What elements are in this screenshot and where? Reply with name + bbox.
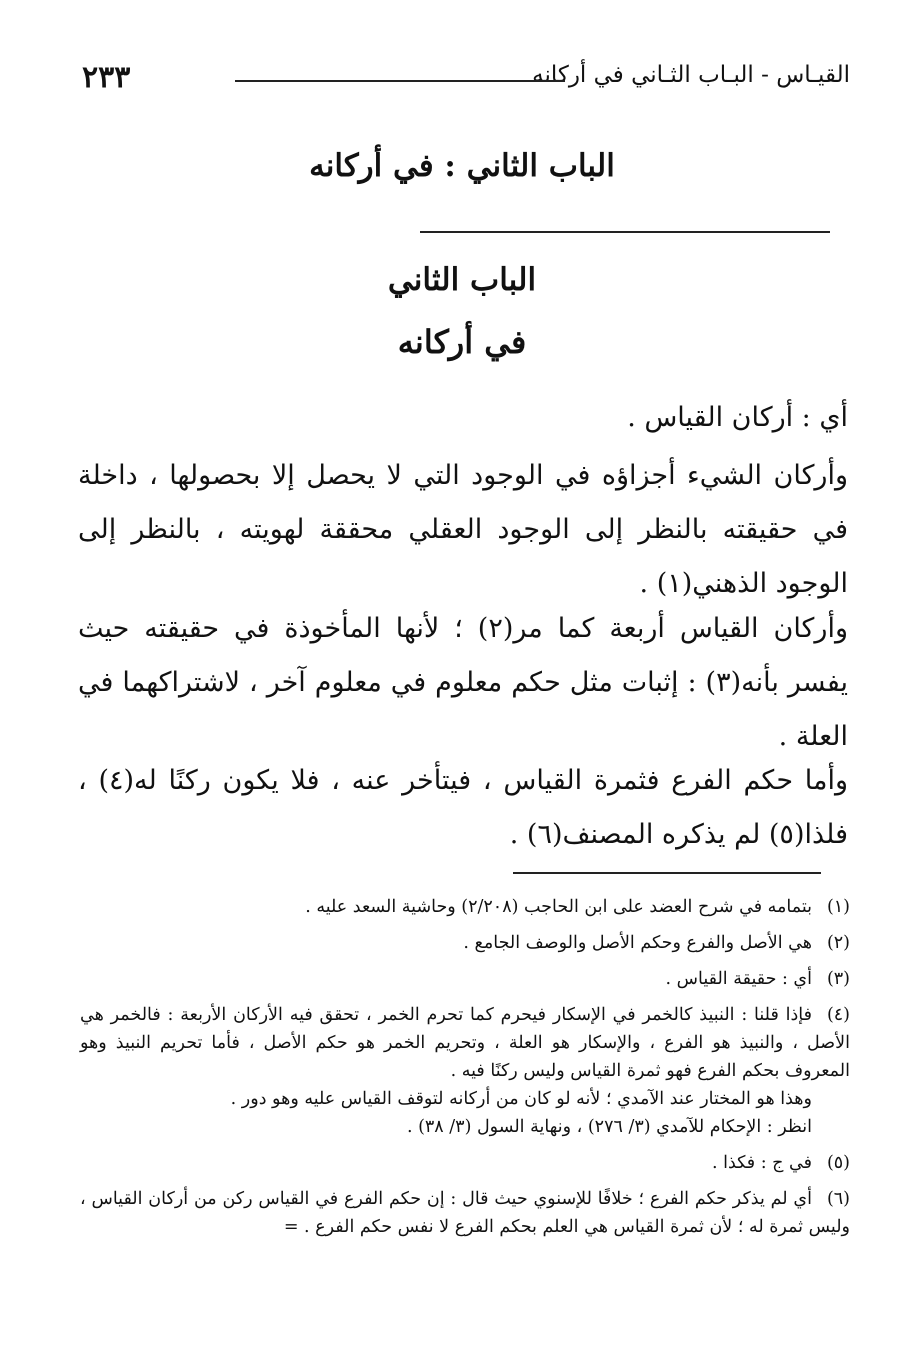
running-header xyxy=(70,62,850,102)
footnote-text: أي لم يذكر حكم الفرع ؛ خلافًا للإسنوي حيث قال : إن حكم الفرع في القياس ركن من أركان القياس ، وليس ثمرة له ؛ لأن ثمرة القياس هي العلم بحكم الفرع لا نفس حكم الفرع . = xyxy=(80,1189,850,1237)
chapter-rule xyxy=(420,231,830,233)
footnote xyxy=(80,1185,850,1241)
footnote-separator xyxy=(513,872,821,874)
footnote-continuation: وهذا هو المختار عند الآمدي ؛ لأنه لو كان من أركانه لتوقف القياس عليه وهو دور . xyxy=(230,1089,812,1109)
section-title-line1: الباب الثاني xyxy=(387,262,537,298)
footnote xyxy=(80,893,850,921)
body-paragraph: وأما حكم الفرع فثمرة القياس ، فيتأخر عنه ، فلا يكون ركنًا له(٤) ، فلذا(٥) لم يذكره المصنف(٦) . xyxy=(78,765,848,850)
footnote-text: أي : حقيقة القياس . xyxy=(665,969,812,989)
running-head-title: القيـاس - البـاب الثـاني في أركانه xyxy=(532,62,850,88)
footnote xyxy=(80,1149,850,1177)
section-title-line2: في أركانه xyxy=(397,323,527,361)
footnote xyxy=(80,1001,850,1141)
header-rule xyxy=(235,80,565,82)
footnote-number: (١) xyxy=(826,897,850,917)
footnote-text: بتمامه في شرح العضد على ابن الحاجب (٢/٢٠٨) وحاشية السعد عليه . xyxy=(305,897,812,917)
footnote-number: (٥) xyxy=(826,1153,850,1173)
footnote-text: في ج : فكذا . xyxy=(711,1153,812,1173)
body-paragraph: وأركان القياس أربعة كما مر(٢) ؛ لأنها المأخوذة في حقيقته حيث يفسر بأنه(٣) : إثبات مثل حكم معلوم في معلوم آخر ، لاشتراكهما في العلة . xyxy=(78,613,848,752)
body-paragraph: وأركان الشيء أجزاؤه في الوجود التي لا يحصل إلا بحصولها ، داخلة في حقيقته بالنظر إلى الوجود العقلي محققة لهويته ، بالنظر إلى الوجود الذهني(١) . xyxy=(78,460,848,599)
footnote xyxy=(80,965,850,993)
footnote-text: هي الأصل والفرع وحكم الأصل والوصف الجامع . xyxy=(463,933,812,953)
footnote-number: (٣) xyxy=(826,969,850,989)
footnotes xyxy=(80,893,850,1249)
footnote-text: فإذا قلنا : النبيذ كالخمر في الإسكار فيحرم كما تحرم الخمر ، تحقق فيه الأركان الأربعة : فالخمر هي الأصل ، والنبيذ هو الفرع ، والإسكار هو العلة ، وتحريم الخمر هو حكم الأصل ، فأما تحريم النبيذ وهو المعروف بحكم الفرع فهو ثمرة القياس وليس ركنًا فيه . xyxy=(80,1005,850,1081)
page-number: ٢٣٣ xyxy=(82,60,131,95)
chapter-heading: الباب الثاني : في أركانه xyxy=(309,148,615,184)
footnote-number: (٢) xyxy=(826,933,850,953)
body-paragraph: أي : أركان القياس . xyxy=(627,402,848,433)
footnote-continuation: انظر : الإحكام للآمدي (٣/ ٢٧٦) ، ونهاية السول (٣/ ٣٨) . xyxy=(406,1117,812,1137)
footnote-number: (٤) xyxy=(826,1005,850,1025)
footnote-number: (٦) xyxy=(826,1189,850,1209)
footnote xyxy=(80,929,850,957)
